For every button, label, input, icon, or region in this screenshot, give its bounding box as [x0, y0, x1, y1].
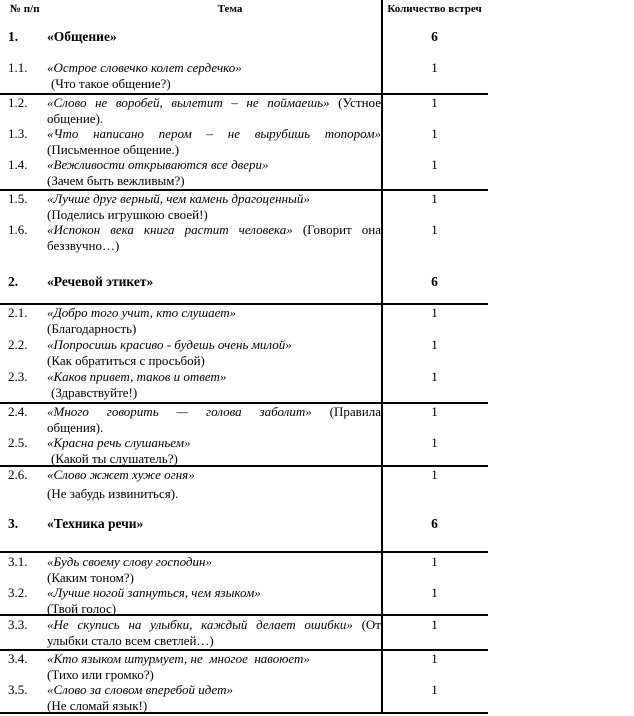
row-count: 6 — [431, 29, 438, 44]
row-number: 3. — [8, 516, 19, 531]
row-count: 1 — [431, 222, 438, 237]
row-number: 3.2. — [8, 585, 28, 600]
row-number: 3.3. — [8, 617, 28, 632]
row-number: 1.5. — [8, 191, 28, 206]
subtitle-text: (Тихо или громко?) — [47, 666, 154, 682]
row-number: 2.3. — [8, 369, 28, 384]
table-row — [0, 467, 490, 501]
proverb-text: «Красна речь слушаньем» — [47, 435, 191, 450]
table-row — [0, 435, 490, 466]
row-theme — [47, 467, 381, 501]
subtitle-text: (Благодарность) — [47, 320, 137, 336]
table-row — [0, 222, 490, 253]
subtitle-text: (Какой ты слушатель?) — [51, 450, 178, 466]
row-count: 6 — [431, 516, 438, 531]
table-row — [0, 337, 490, 368]
subtitle-text: (Что такое общение?) — [51, 75, 171, 91]
subtitle-text: беззвучно…) — [47, 237, 120, 253]
table-row — [0, 60, 490, 91]
row-count: 1 — [431, 404, 438, 419]
subtitle-text: (Не забудь извиниться). — [47, 485, 179, 501]
table-row — [0, 157, 490, 188]
row-number: 1.1. — [8, 60, 28, 75]
row-count: 1 — [431, 191, 438, 206]
subtitle-inline: (Устное — [329, 95, 381, 110]
subtitle-inline: (Говорит она — [292, 222, 381, 237]
row-count: 1 — [431, 617, 438, 632]
proverb-text: «Слово за словом вперебой идет» — [47, 682, 234, 697]
row-count: 1 — [431, 369, 438, 384]
table-row — [0, 305, 490, 336]
table-row — [0, 191, 490, 222]
table-row — [0, 554, 490, 585]
proverb-text: «Что написано пером – не вырубишь топором» — [47, 126, 381, 141]
subtitle-text: (Не сломай язык!) — [47, 697, 148, 713]
subtitle-text: общения). — [47, 419, 104, 435]
subtitle-text: (Твой голос) — [47, 600, 117, 616]
subtitle-text: (Поделись игрушкою своей!) — [47, 206, 208, 222]
proverb-text: «Каков привет, таков и ответ» — [47, 369, 227, 384]
row-theme — [47, 60, 381, 91]
row-count: 1 — [431, 126, 438, 141]
section-title: «Техника речи» — [47, 516, 144, 531]
row-number: 1. — [8, 29, 19, 44]
column-header-num: № п/п — [10, 3, 40, 15]
subtitle-text: (Зачем быть вежливым?) — [47, 172, 185, 188]
row-number: 2.2. — [8, 337, 28, 352]
table-row — [0, 585, 490, 616]
table-row — [0, 617, 490, 648]
proverb-text: «Лучше ногой запнуться, чем языком» — [47, 585, 261, 600]
row-count: 1 — [431, 337, 438, 352]
subtitle-inline: (Правила — [311, 404, 381, 419]
row-number: 2.6. — [8, 467, 28, 482]
proverb-text: «Добро того учит, кто слушает» — [47, 305, 237, 320]
row-theme — [47, 651, 381, 682]
row-number: 1.4. — [8, 157, 28, 172]
row-number: 1.3. — [8, 126, 28, 141]
row-theme — [47, 585, 381, 616]
proverb-text: «Слово не воробей, вылетит – не поймаешь» — [47, 95, 330, 110]
row-theme — [47, 435, 381, 466]
subtitle-text: улыбки стало всем светлей…) — [47, 632, 214, 648]
row-theme — [47, 305, 381, 336]
proverb-text: «Кто языком штурмует, не многое навоюет» — [47, 651, 310, 666]
row-count: 6 — [431, 274, 438, 289]
row-divider-line — [0, 551, 488, 553]
proverb-text: «Попросишь красиво - будешь очень милой» — [47, 337, 292, 352]
row-count: 1 — [431, 60, 438, 75]
section-row — [0, 29, 490, 45]
row-theme — [47, 191, 381, 222]
column-header-theme: Тема — [217, 3, 243, 15]
proverb-text: «Вежливости открываются все двери» — [47, 157, 269, 172]
section-row — [0, 516, 490, 532]
subtitle-text: общение). — [47, 110, 104, 126]
row-theme — [47, 404, 381, 435]
row-theme — [47, 369, 381, 400]
row-number: 1.2. — [8, 95, 28, 110]
row-number: 3.5. — [8, 682, 28, 697]
row-number: 3.4. — [8, 651, 28, 666]
proverb-text: «Испокон века книга растит человека» — [47, 222, 293, 237]
row-count: 1 — [431, 95, 438, 110]
row-number: 2.4. — [8, 404, 28, 419]
subtitle-text: (Здравствуйте!) — [51, 384, 138, 400]
subtitle-text: (Как обратиться с просьбой) — [47, 352, 205, 368]
proverb-text: «Не скупись на улыбки, каждый делает ошибки» — [47, 617, 353, 632]
subtitle-text: (Письменное общение.) — [47, 141, 180, 157]
proverb-text: «Острое словечко колет сердечко» — [47, 60, 242, 75]
row-theme — [47, 126, 381, 157]
table-row — [0, 369, 490, 400]
row-count: 1 — [431, 157, 438, 172]
row-number: 1.6. — [8, 222, 28, 237]
row-theme — [47, 554, 381, 585]
row-number: 2. — [8, 274, 19, 289]
proverb-text: «Будь своему слову господин» — [47, 554, 212, 569]
row-count: 1 — [431, 467, 438, 482]
row-theme — [47, 617, 381, 648]
row-count: 1 — [431, 554, 438, 569]
row-number: 2.5. — [8, 435, 28, 450]
section-row — [0, 274, 490, 290]
row-theme — [47, 95, 381, 126]
row-theme — [47, 157, 381, 188]
section-title: «Общение» — [47, 29, 117, 44]
table-row — [0, 95, 490, 126]
subtitle-inline: (От — [352, 617, 381, 632]
proverb-text: «Слово жжет хуже огня» — [47, 467, 195, 482]
table-row — [0, 126, 490, 157]
row-count: 1 — [431, 305, 438, 320]
row-count: 1 — [431, 651, 438, 666]
row-theme — [47, 337, 381, 368]
row-theme — [47, 682, 381, 713]
row-count: 1 — [431, 585, 438, 600]
table-row — [0, 682, 490, 713]
row-count: 1 — [431, 682, 438, 697]
table-row — [0, 651, 490, 682]
row-theme — [47, 222, 381, 253]
proverb-text: «Много говорить — голова заболит» — [47, 404, 312, 419]
subtitle-text: (Каким тоном?) — [47, 569, 134, 585]
row-count: 1 — [431, 435, 438, 450]
table-row — [0, 404, 490, 435]
column-header-count: Количество встреч — [387, 3, 482, 15]
row-number: 3.1. — [8, 554, 28, 569]
proverb-text: «Лучше друг верный, чем камень драгоценный» — [47, 191, 310, 206]
section-title: «Речевой этикет» — [47, 274, 154, 289]
row-number: 2.1. — [8, 305, 28, 320]
